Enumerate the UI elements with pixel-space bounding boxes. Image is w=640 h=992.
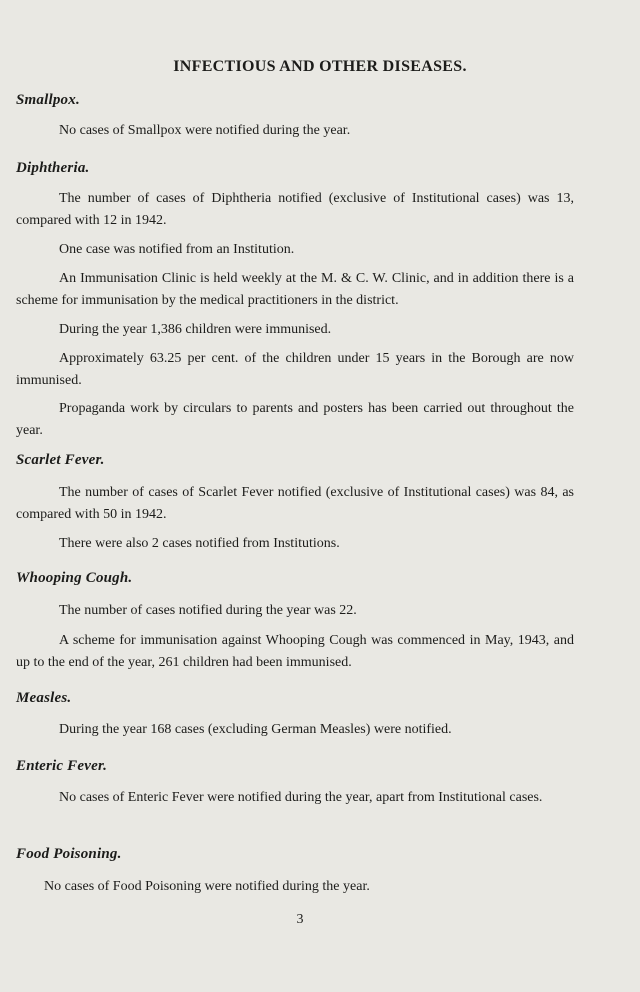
whooping-cough-paragraph-2: A scheme for immunisation against Whooping Cough was commenced in May, 1943, and up to the end of the year, 261 children had been immunised.: [16, 633, 574, 670]
heading-enteric-fever: Enteric Fever.: [16, 758, 108, 774]
heading-food-poisoning: Food Poisoning.: [16, 846, 122, 862]
heading-scarlet-fever: Scarlet Fever.: [16, 452, 105, 468]
page-number: 3: [296, 912, 304, 927]
diphtheria-paragraph-6: Propaganda work by circulars to parents and posters has been carried out throughout the year.: [16, 401, 574, 438]
smallpox-paragraph-1: No cases of Smallpox were notified during the year.: [59, 123, 351, 138]
diphtheria-paragraph-2: One case was notified from an Institution.: [59, 242, 295, 257]
heading-measles: Measles.: [16, 690, 72, 706]
scarlet-fever-paragraph-2: There were also 2 cases notified from Institutions.: [59, 536, 340, 551]
enteric-fever-paragraph-1: No cases of Enteric Fever were notified during the year, apart from Institutional cases.: [59, 790, 543, 805]
measles-paragraph-1: During the year 168 cases (excluding German Measles) were notified.: [59, 722, 452, 737]
diphtheria-paragraph-4: During the year 1,386 children were immunised.: [59, 322, 332, 337]
diphtheria-paragraph-1: The number of cases of Diphtheria notified (exclusive of Institutional cases) was 13, compared with 12 in 1942.: [16, 191, 574, 228]
diphtheria-paragraph-5: Approximately 63.25 per cent. of the children under 15 years in the Borough are now immunised.: [16, 351, 574, 388]
heading-whooping-cough: Whooping Cough.: [16, 570, 133, 586]
heading-smallpox: Smallpox.: [16, 92, 80, 108]
diphtheria-paragraph-3: An Immunisation Clinic is held weekly at the M. & C. W. Clinic, and in addition there is a scheme for immunisation by the medical practitioners in the district.: [16, 271, 574, 308]
food-poisoning-paragraph-1: No cases of Food Poisoning were notified during the year.: [44, 879, 370, 894]
page-title: INFECTIOUS AND OTHER DISEASES.: [173, 58, 467, 75]
heading-diphtheria: Diphtheria.: [16, 160, 90, 176]
scarlet-fever-paragraph-1: The number of cases of Scarlet Fever notified (exclusive of Institutional cases) was 84, as compared with 50 in 1942.: [16, 485, 574, 522]
whooping-cough-paragraph-1: The number of cases notified during the year was 22.: [59, 603, 357, 618]
